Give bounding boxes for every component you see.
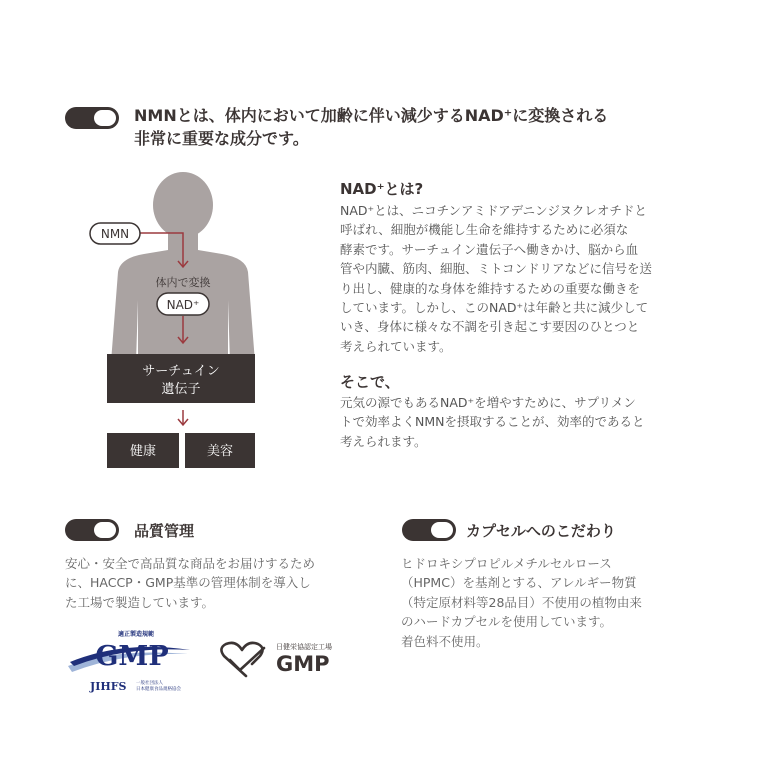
- page-title-line-2: 非常に重要な成分です。: [134, 129, 309, 149]
- nad-body-line: 管や内臓、筋肉、細胞、ミトコンドリアなどに信号を送: [340, 261, 653, 277]
- header-toggle-icon: [65, 107, 119, 129]
- quality-toggle-icon: [65, 519, 119, 541]
- nmn-badge-label: NMN: [100, 227, 130, 241]
- soko-body-line: トで効率よくNMNを摂取することが、効率的であると: [340, 414, 645, 430]
- nad-section-title: NAD⁺とは?: [340, 180, 424, 198]
- capsule-body-line: ヒドロキシプロピルメチルセルロース: [401, 556, 612, 571]
- quality-section-title: 品質管理: [134, 522, 195, 540]
- heart-check-icon: [221, 643, 264, 676]
- sirtuin-label-line-1: サーチュイン: [142, 364, 220, 379]
- nikkenkyo-top-label: 日健栄協認定工場: [276, 643, 332, 651]
- health-label: 健康: [129, 444, 157, 459]
- nad-body-line: NAD⁺とは、ニコチンアミドアデニンジヌクレオチドと: [340, 203, 647, 218]
- quality-section-body: [65, 554, 315, 612]
- jihfs-gmp-logo: [64, 628, 194, 694]
- soko-body-line: 元気の源でもあるNAD⁺を増やすために、サプリメン: [340, 395, 636, 410]
- capsule-body-line: （HPMC）を基剤とする、アレルギー物質: [401, 575, 637, 591]
- jihfs-org-line-2: 日本健康食品規格協会: [136, 687, 181, 692]
- jihfs-label: JIHFS: [90, 680, 127, 693]
- nad-body-line: り出し、健康的な身体を維持するための重要な働きを: [340, 280, 641, 296]
- jihfs-gmp-label: GMP: [95, 641, 169, 672]
- capsule-body-line: 着色料不使用。: [401, 633, 489, 649]
- convert-label: 体内で変換: [155, 276, 211, 289]
- jihfs-top-label: 適正製造規範: [117, 631, 155, 638]
- soko-section-body: [340, 393, 645, 451]
- capsule-section-title: カプセルへのこだわり: [466, 522, 616, 540]
- nad-badge-label: NAD⁺: [166, 298, 200, 312]
- capsule-body-line: のハードカプセルを使用しています。: [401, 614, 613, 630]
- nikkenkyo-gmp-logo: [216, 640, 346, 682]
- page-title-line-1: NMNとは、体内において加齢に伴い減少するNAD⁺に変換される: [134, 106, 609, 125]
- nad-section-body: [340, 201, 652, 356]
- soko-body-line: 考えられます。: [340, 433, 427, 449]
- nad-body-line: 呼ばれ、細胞が機能し生命を維持するために必須な: [340, 222, 629, 238]
- page-title: [134, 104, 608, 150]
- jihfs-org-line-1: 一般社団法人: [136, 681, 163, 686]
- nikkenkyo-gmp-label: GMP: [276, 652, 330, 676]
- quality-body-line: に、HACCP・GMP基準の管理体制を導入し: [65, 575, 311, 591]
- capsule-section-body: [401, 554, 642, 651]
- nmn-conversion-diagram: [80, 172, 280, 472]
- nad-body-line: いき、身体に様々な不調を引き起こす要因のひとつと: [340, 319, 640, 335]
- capsule-body-line: （特定原材料等28品目）不使用の植物由来: [401, 594, 642, 610]
- nad-body-line: 酵素です。サーチュイン遺伝子へ働きかけ、脳から血: [340, 241, 639, 257]
- quality-body-line: た工場で製造しています。: [65, 594, 215, 610]
- quality-body-line: 安心・安全で高品質な商品をお届けするため: [65, 556, 316, 571]
- nad-body-line: 考えられています。: [340, 338, 452, 354]
- soko-section-title: そこで、: [340, 373, 400, 391]
- capsule-toggle-icon: [402, 519, 456, 541]
- nad-body-line: しています。しかし、このNAD⁺は年齢と共に減少して: [340, 299, 649, 315]
- beauty-label: 美容: [206, 444, 234, 459]
- sirtuin-label-line-2: 遺伝子: [161, 382, 201, 397]
